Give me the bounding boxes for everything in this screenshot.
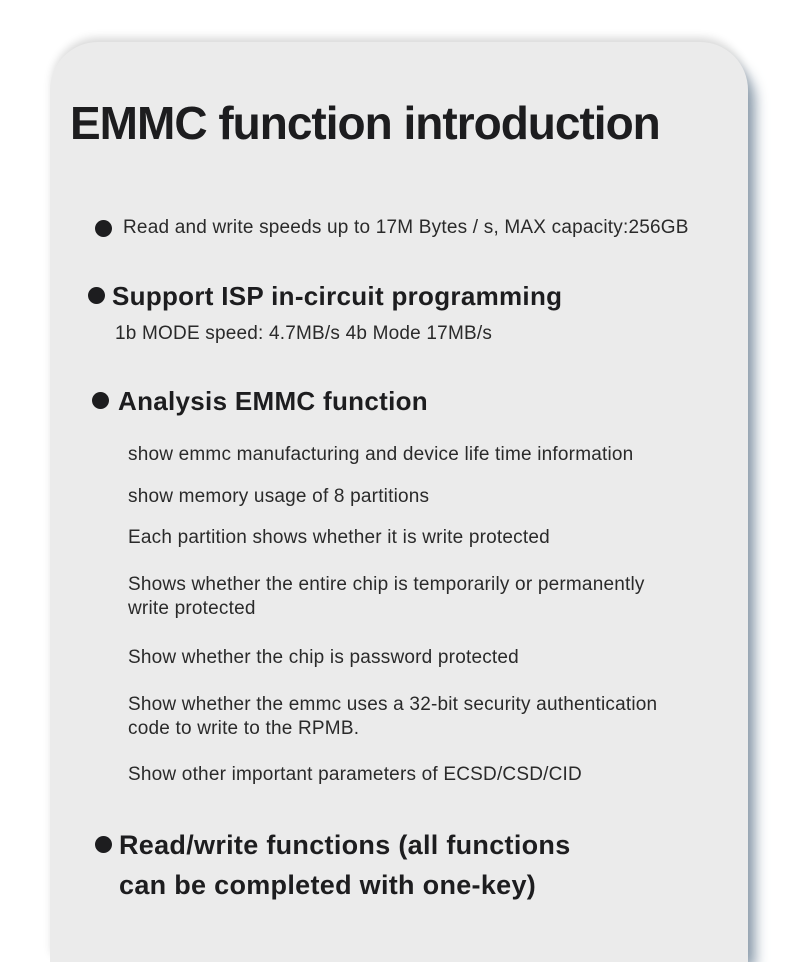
isp-heading: Support ISP in-circuit programming [112, 281, 563, 311]
bullet-dot-icon [92, 392, 109, 409]
analysis-feature-list [128, 443, 748, 787]
analysis-heading-row [92, 384, 748, 418]
readwrite-heading-line1: Read/write functions (all functions [119, 830, 571, 860]
list-item: show emmc manufacturing and device life time information [128, 444, 634, 465]
bullet-dot-icon [95, 220, 112, 237]
list-item: Show whether the emmc uses a 32-bit security authentication code to write to the RPMB. [128, 694, 658, 739]
list-item: Each partition shows whether it is write protected [128, 527, 550, 548]
bullet-dot-icon [88, 287, 105, 304]
readwrite-heading-line2: can be completed with one-key) [119, 870, 537, 900]
list-item: Show whether the chip is password protected [128, 647, 519, 668]
isp-heading-row [88, 279, 748, 313]
bullet-dot-icon [95, 836, 112, 853]
list-item: show memory usage of 8 partitions [128, 486, 430, 507]
list-item: Show other important parameters of ECSD/CSD/CID [128, 764, 582, 785]
analysis-heading: Analysis EMMC function [118, 386, 428, 416]
list-item: Shows whether the entire chip is temporarily or permanently write protected [128, 574, 645, 619]
isp-detail-text: 1b MODE speed: 4.7MB/s 4b Mode 17MB/s [115, 323, 493, 344]
page-title: EMMC function introduction [70, 97, 660, 149]
readwrite-heading-row [95, 825, 748, 905]
speed-note-text: Read and write speeds up to 17M Bytes / s, MAX capacity:256GB [123, 217, 689, 238]
feature-card [50, 42, 748, 962]
speed-bullet-row [95, 216, 748, 240]
readwrite-heading [119, 825, 571, 905]
